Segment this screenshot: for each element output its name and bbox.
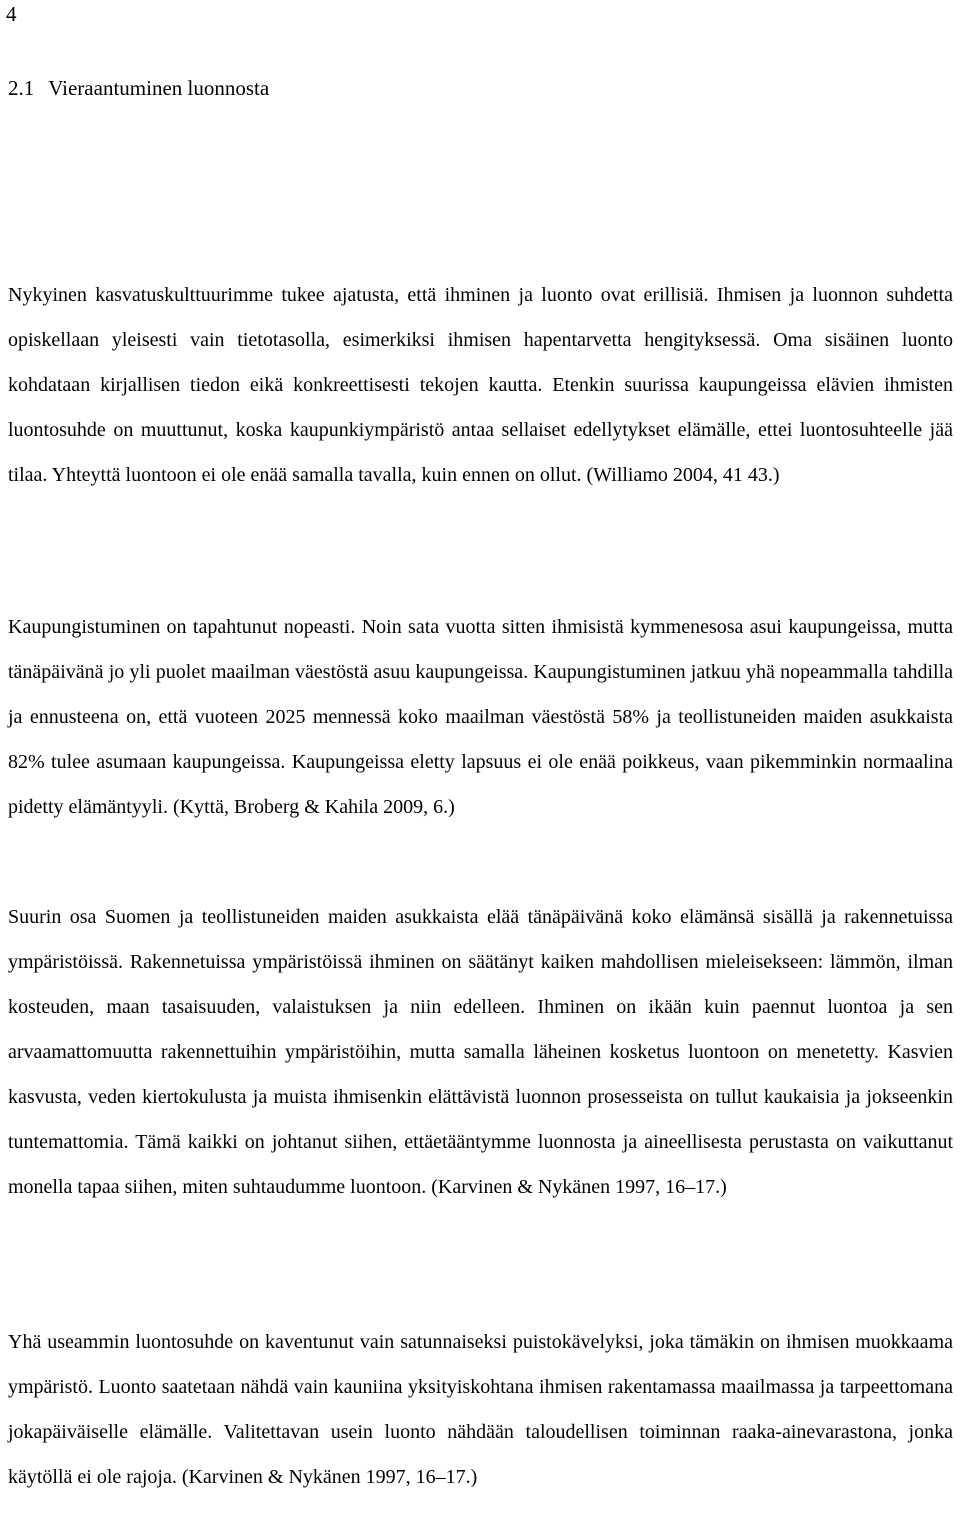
section-title: Vieraantuminen luonnosta <box>48 76 270 100</box>
paragraph-urbanization: Kaupungistuminen on tapahtunut nopeasti. Noin sata vuotta sitten ihmisistä kymmenesosa asui kaupungeissa, mutta tänäpäivänä jo yli puolet maailman väestöstä asuu kaupungeissa. Kaupungistuminen jatkuu yhä nopeammalla tahdilla ja ennusteena on, että vuoteen 2025 mennessä koko maailman väestöstä 58% ja teollistuneiden maiden asukkaista 82% tulee asumaan kaupungeissa. Kaupungeissa eletty lapsuus ei ole enää poikkeus, vaan pikemminkin normaalina pidetty elämäntyyli. (Kyttä, Broberg & Kahila 2009, 6.) <box>8 616 953 818</box>
section-heading <box>8 74 269 102</box>
page-number: 4 <box>6 2 17 26</box>
section-number: 2.1 <box>8 76 35 100</box>
paragraph-nature-alienation: Nykyinen kasvatuskulttuurimme tukee ajatusta, että ihminen ja luonto ovat erillisiä. Ihmisen ja luonnon suhdetta opiskellaan yleisesti vain tietotasolla, esimerkiksi ihmisen hapentarvetta hengityksessä. Oma sisäinen luonto kohdataan kirjallisen tiedon eikä konkreettisesti tekojen kautta. Etenkin suurissa kaupungeissa elävien ihmisten luontosuhde on muuttunut, koska kaupunkiympäristö antaa sellaiset edellytykset elämälle, ettei luontosuhteelle jää tilaa. Yhteyttä luontoon ei ole enää samalla tavalla, kuin ennen on ollut. (Williamo 2004, 41 43.) <box>8 284 953 486</box>
paragraph-narrowed-relationship: Yhä useammin luontosuhde on kaventunut vain satunnaiseksi puistokävelyksi, joka tämäkin on ihmisen muokkaama ympäristö. Luonto saatetaan nähdä vain kauniina yksityiskohtana ihmisen rakentamassa maailmassa ja tarpeettomana jokapäiväiselle elämälle. Valitettavan usein luonto nähdään taloudellisen toiminnan raaka-ainevarastona, jonka käytöllä ei ole rajoja. (Karvinen & Nykänen 1997, 16–17.) <box>8 1331 953 1488</box>
paragraph-built-environments: Suurin osa Suomen ja teollistuneiden maiden asukkaista elää tänäpäivänä koko elämänsä sisällä ja rakennetuissa ympäristöissä. Rakennetuissa ympäristöissä ihminen on säätänyt kaiken mahdollisen mieleisekseen: lämmön, ilman kosteuden, maan tasaisuuden, valaistuksen ja niin edelleen. Ihminen on ikään kuin paennut luontoa ja sen arvaamattomuutta rakennettuihin ympäristöihin, mutta samalla läheinen kosketus luontoon on menetetty. Kasvien kasvusta, veden kiertokulusta ja muista ihmisenkin elättävistä luonnon prosesseista on tullut kaukaisia ja jokseenkin tuntemattomia. Tämä kaikki on johtanut siihen, ettäetääntymme luonnosta ja aineellisesta perustasta on vaikuttanut monella tapaa siihen, miten suhtaudumme luontoon. (Karvinen & Nykänen 1997, 16–17.) <box>8 906 953 1198</box>
